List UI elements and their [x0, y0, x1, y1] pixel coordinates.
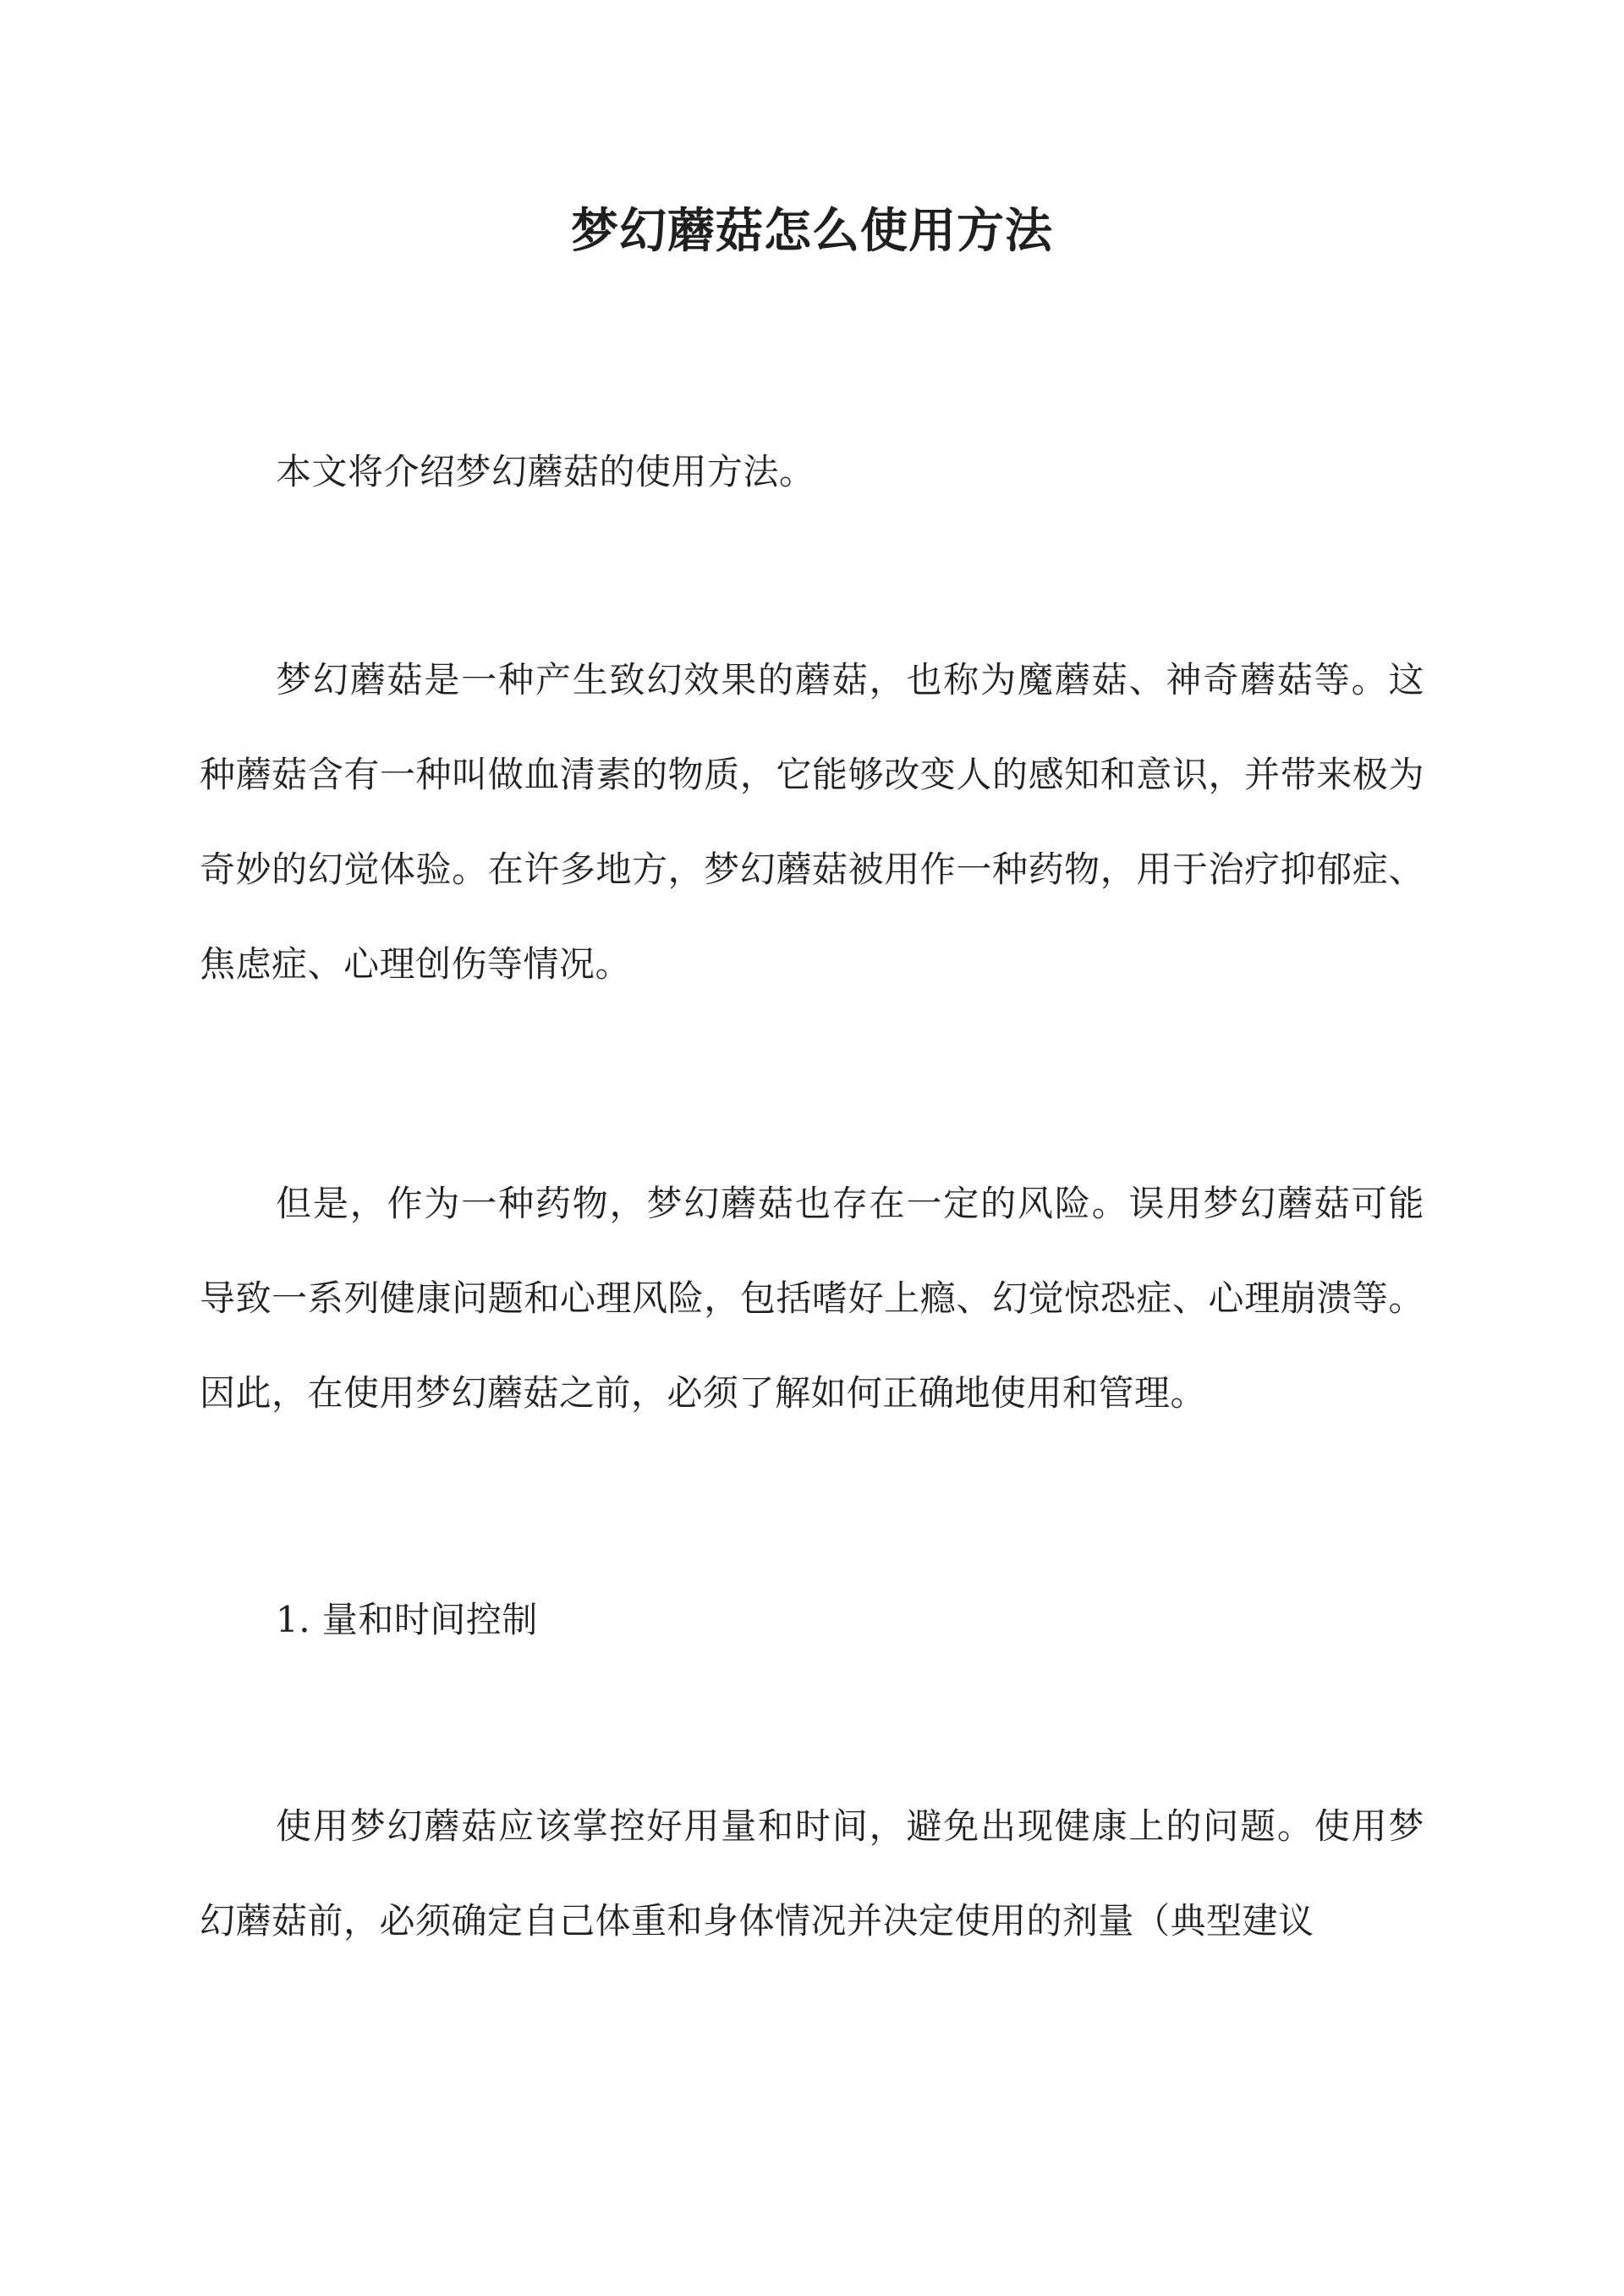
dosage-paragraph: 使用梦幻蘑菇应该掌控好用量和时间，避免出现健康上的问题。使用梦幻蘑菇前，必须确定自己体重和身体情况并决定使用的剂量（典型建议: [200, 1805, 1424, 1942]
section-heading: 1. 量和时间控制: [276, 1599, 538, 1640]
risk-paragraph: 但是，作为一种药物，梦幻蘑菇也存在一定的风险。误用梦幻蘑菇可能导致一系列健康问题和心理风险，包括嗜好上瘾、幻觉惊恐症、心理崩溃等。因此，在使用梦幻蘑菇之前，必须了解如何正确地使用和管理。: [200, 1183, 1424, 1414]
intro-paragraph: 本文将介绍梦幻蘑菇的使用方法。: [276, 451, 815, 492]
document-title: 梦幻蘑菇怎么使用方法: [571, 203, 1053, 259]
description-paragraph: 梦幻蘑菇是一种产生致幻效果的蘑菇，也称为魔蘑菇、神奇蘑菇等。这种蘑菇含有一种叫做血清素的物质，它能够改变人的感知和意识，并带来极为奇妙的幻觉体验。在许多地方，梦幻蘑菇被用作一种药物，用于治疗抑郁症、焦虑症、心理创伤等情况。: [200, 659, 1424, 985]
